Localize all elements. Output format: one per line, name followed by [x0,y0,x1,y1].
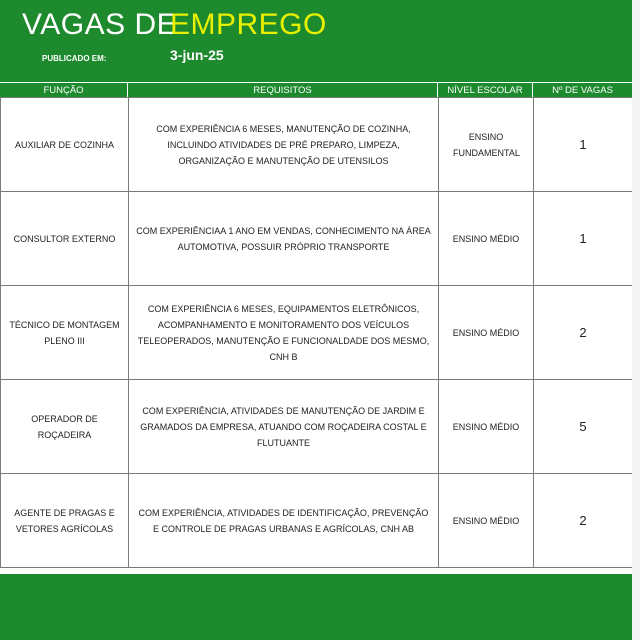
cell-vagas: 5 [534,380,633,474]
cell-nivel: ENSINO MÉDIO [439,380,534,474]
table-row [1,474,633,568]
column-header-vagas: Nº DE VAGAS [533,82,632,97]
cell-requisitos: COM EXPERIÊNCIA 6 MESES, EQUIPAMENTOS ELETRÔNICOS, ACOMPANHAMENTO E MONITORAMENTO DOS VEÍCULOS TELEOPERADOS, MANUTENÇÃO E FUNCIONALDADE DOS MESMO, CNH B [129,286,439,380]
title-vagas: VAGAS DE [22,8,178,41]
cell-nivel: ENSINO MÉDIO [439,192,534,286]
cell-requisitos: COM EXPERIÊNCIA 6 MESES, MANUTENÇÃO DE COZINHA, INCLUINDO ATIVIDADES DE PRÉ PREPARO, LIMPEZA, ORGANIZAÇÃO E MANUTENÇÃO DE UTENSILOS [129,98,439,192]
cell-vagas: 2 [534,474,633,568]
cell-requisitos: COM EXPERIÊNCIA, ATIVIDADES DE MANUTENÇÃO DE JARDIM E GRAMADOS DA EMPRESA, ATUANDO COM ROÇADEIRA COSTAL E FLUTUANTE [129,380,439,474]
cell-funcao: OPERADOR DE ROÇADEIRA [1,380,129,474]
cell-requisitos: COM EXPERIÊNCIAA 1 ANO EM VENDAS, CONHECIMENTO NA ÁREA AUTOMOTIVA, POSSUIR PRÓPRIO TRANSPORTE [129,192,439,286]
column-header-nivel: NÍVEL ESCOLAR [438,82,533,97]
table-row [1,98,633,192]
cell-vagas: 1 [534,98,633,192]
cell-nivel: ENSINO MÉDIO [439,474,534,568]
cell-funcao: AUXILIAR DE COZINHA [1,98,129,192]
column-header-funcao: FUNÇÃO [0,82,128,97]
cell-vagas: 1 [534,192,633,286]
cell-funcao: CONSULTOR EXTERNO [1,192,129,286]
table-row [1,192,633,286]
cell-nivel: ENSINO FUNDAMENTAL [439,98,534,192]
cell-nivel: ENSINO MÉDIO [439,286,534,380]
column-header-requisitos: REQUISITOS [128,82,438,97]
jobs-table [0,97,633,568]
table-row [1,380,633,474]
title-emprego: EMPREGO [170,8,327,41]
footer-banner [0,574,632,640]
cell-vagas: 2 [534,286,633,380]
cell-funcao: TÉCNICO DE MONTAGEM PLENO III [1,286,129,380]
cell-requisitos: COM EXPERIÊNCIA, ATIVIDADES DE IDENTIFICAÇÃO, PREVENÇÃO E CONTROLE DE PRAGAS URBANAS E AGRÍCOLAS, CNH AB [129,474,439,568]
table-row [1,286,633,380]
published-label: PUBLICADO EM: [42,54,107,63]
header-banner [0,0,632,82]
cell-funcao: AGENTE DE PRAGAS E VETORES AGRÍCOLAS [1,474,129,568]
published-date: 3-jun-25 [170,47,224,63]
right-edge [632,0,640,640]
